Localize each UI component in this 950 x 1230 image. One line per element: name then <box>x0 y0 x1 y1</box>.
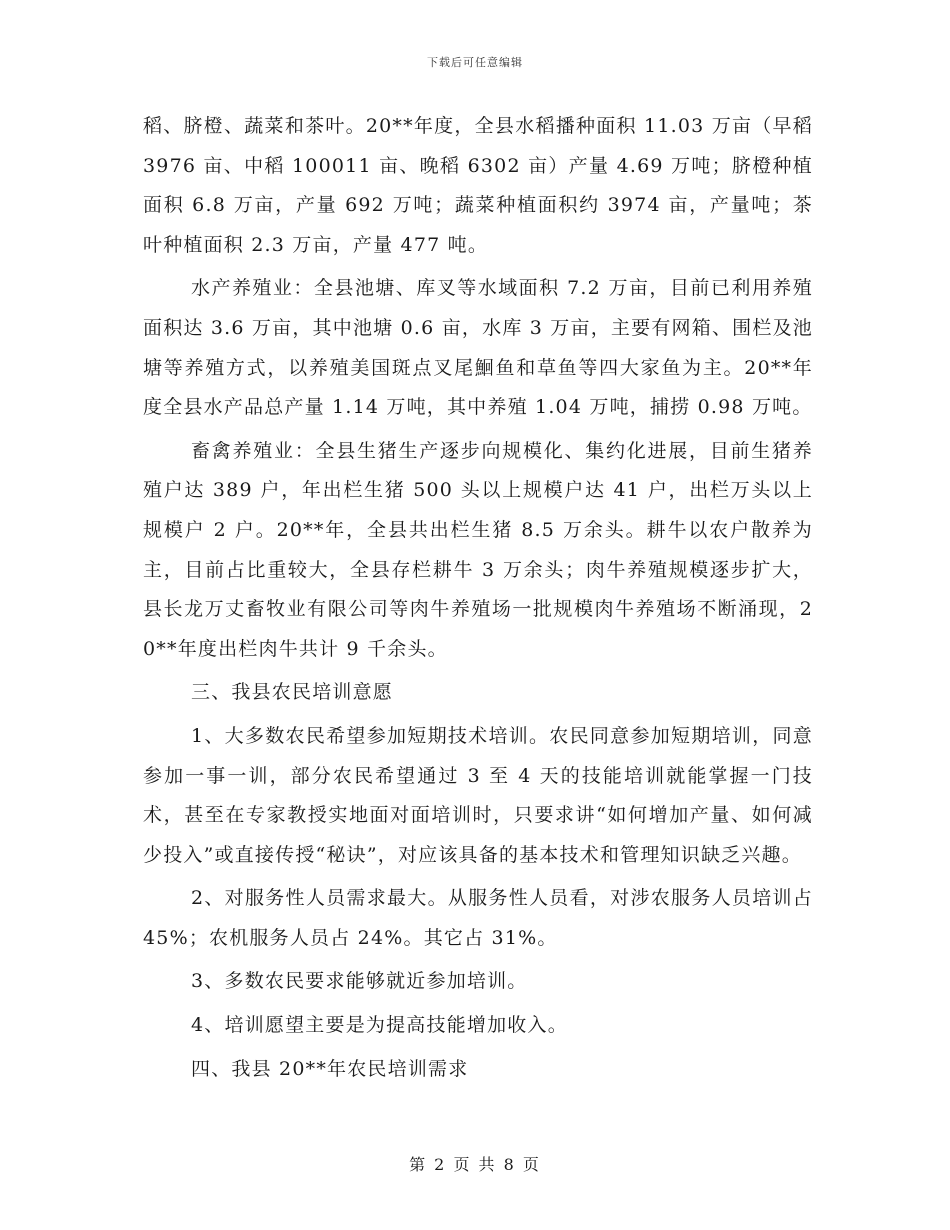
section-heading-training-demand: 四、我县 20**年农民培训需求 <box>191 1057 469 1080</box>
list-item-service-personnel: 2、对服务性人员需求最大。从服务性人员看，对涉农服务人员培训占 45%；农机服务人员占 24%。其它占 31%。 <box>143 887 821 949</box>
paragraph-crops: 稻、脐橙、蔬菜和茶叶。20**年度，全县水稻播种面积 11.03 万亩（早稻 3976 亩、中稻 100011 亩、晚稻 6302 亩）产量 4.69 万吨；脐橙种植面积 6.8 万亩，产量 692 万吨；蔬菜种植面积约 3974 亩，产量吨；茶叶种植面积 2.3 万亩，产量 477 吨。 <box>143 115 821 256</box>
header-note: 下载后可任意编辑 <box>427 56 523 69</box>
section-heading-training-willingness: 三、我县农民培训意愿 <box>191 681 394 704</box>
paragraph-aquaculture: 水产养殖业：全县池塘、库叉等水域面积 7.2 万亩，目前已利用养殖面积达 3.6 万亩，其中池塘 0.6 亩，水库 3 万亩，主要有网箱、围栏及池塘等养殖方式，以养殖美国斑点叉尾鮰鱼和草鱼等四大家鱼为主。20**年度全县水产品总产量 1.14 万吨，其中养殖 1.04 万吨，捕捞 0.98 万吨。 <box>143 277 813 419</box>
list-item-short-term-training: 1、大多数农民希望参加短期技术培训。农民同意参加短期培训，同意参加一事一训，部分农民希望通过 3 至 4 天的技能培训就能掌握一门技术，甚至在专家教授实地面对面培训时，只要求讲“如何增加产量、如何减少投入”或直接传授“秘诀”，对应该具备的基本技术和管理知识缺乏兴趣。 <box>143 724 813 866</box>
page-number: 第 2 页 共 8 页 <box>409 1155 541 1174</box>
document-body <box>143 107 821 1093</box>
list-item-nearby-training: 3、多数农民要求能够就近参加培训。 <box>191 970 528 993</box>
list-item-income-goal: 4、培训愿望主要是为提高技能增加收入。 <box>191 1014 568 1037</box>
paragraph-livestock: 畜禽养殖业：全县生猪生产逐步向规模化、集约化进展，目前生猪养殖户达 389 户，年出栏生猪 500 头以上规模户达 41 户，出栏万头以上规模户 2 户。20**年，全县共出栏生猪 8.5 万余头。耕牛以农户散养为主，目前占比重较大，全县存栏耕牛 3 万余头；肉牛养殖规模逐步扩大，县长龙万丈畜牧业有限公司等肉牛养殖场一批规模肉牛养殖场不断涌现，20**年度出栏肉牛共计 9 千余头。 <box>143 439 813 660</box>
